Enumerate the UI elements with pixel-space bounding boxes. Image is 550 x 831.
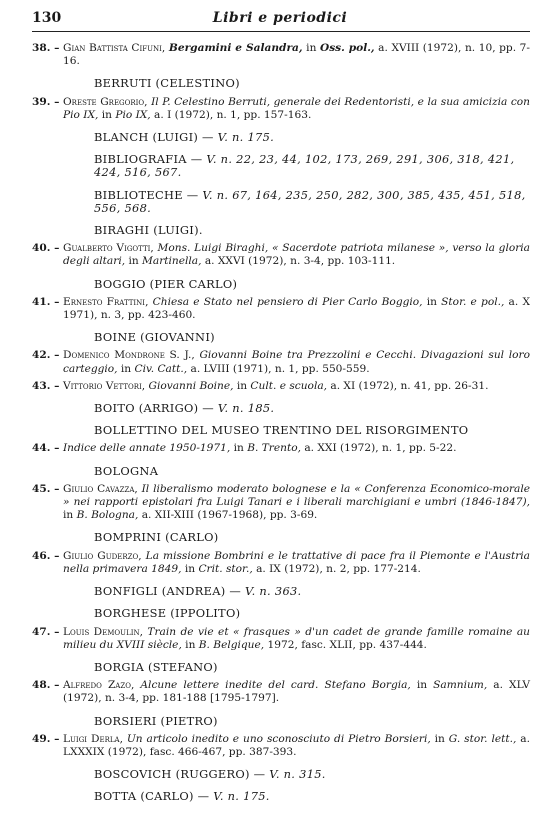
entry-number: 40. – <box>32 242 60 255</box>
entry-title: Bergamini e Salandra, <box>168 42 303 54</box>
entry-in: in <box>233 379 251 392</box>
entry-author: Alfredo Zazo, <box>63 679 135 692</box>
entry-in: in <box>181 562 199 575</box>
entry-44 <box>32 442 530 455</box>
entry-journal: Martinella, <box>142 255 202 268</box>
entry-author: Domenico Mondrone S. J., <box>63 349 195 362</box>
entry-journal: Cult. e scuola, <box>250 379 328 392</box>
entry-author: Luigi Derla, <box>63 732 123 745</box>
entry-43 <box>32 380 530 393</box>
entry-42 <box>32 349 530 375</box>
entry-author: Louis Demoulin, <box>63 625 143 638</box>
entry-author: Oreste Gregorio, <box>63 95 148 108</box>
heading-borgia: BORGIA (STEFANO) <box>94 659 218 674</box>
entry-in: in <box>430 732 449 745</box>
heading-boine: BOINE (GIOVANNI) <box>94 330 215 345</box>
heading-berruti: BERRUTI (CELESTINO) <box>94 76 240 91</box>
page-number: 130 <box>32 10 62 26</box>
entry-number: 44. – <box>32 442 60 455</box>
heading-name: BIBLIOGRAFIA — <box>94 152 207 167</box>
entry-details: a. I (1972), n. 1, pp. 157-163. <box>150 108 312 121</box>
entry-in: in <box>410 679 434 692</box>
entry-author: Gian Battista Cifuni, <box>63 42 166 54</box>
entry-46 <box>32 550 530 576</box>
entry-journal: B. Trento, <box>247 442 301 455</box>
entry-details: 1972, fasc. XLII, pp. 437-444. <box>264 638 427 651</box>
entry-47 <box>32 626 530 652</box>
entry-49 <box>32 733 530 759</box>
entry-title: Indice delle annate 1950-1971, <box>63 442 231 455</box>
entry-number: 39. – <box>32 95 60 108</box>
entry-in: in <box>230 442 248 455</box>
entry-in: in <box>98 108 116 121</box>
entry-title: Giovanni Boine, <box>148 379 234 392</box>
entry-number: 43. – <box>32 379 60 392</box>
entry-details: a. LVIII (1971), n. 1, pp. 550-559. <box>187 362 370 375</box>
entry-in: in <box>125 255 143 268</box>
entry-title: Train de vie et « frasques » d'un cadet de grande famille romaine au milieu du XVIII siècle, <box>63 625 530 651</box>
entry-journal: Crit. stor., <box>198 562 253 575</box>
entry-details: a. XXI (1972), n. 1, pp. 5-22. <box>300 442 457 455</box>
entry-title: Un articolo inedito e uno sconosciuto di Pietro Borsieri, <box>126 732 431 745</box>
heading-bollettino: BOLLETTINO DEL MUSEO TRENTINO DEL RISORGIMENTO <box>94 423 469 438</box>
entry-details: a. XI (1972), n. 41, pp. 26-31. <box>327 379 489 392</box>
heading-name: BLANCH (LUIGI) — <box>94 130 218 145</box>
entry-39 <box>32 96 530 122</box>
entry-in: in <box>302 42 320 54</box>
heading-boggio: BOGGIO (PIER CARLO) <box>94 276 238 291</box>
entry-number: 45. – <box>32 482 60 495</box>
entry-number: 48. – <box>32 679 60 692</box>
heading-crossref: V. n. 363. <box>245 584 302 599</box>
entry-number: 38. – <box>32 42 60 54</box>
heading-name: BONFIGLI (ANDREA) — <box>94 584 246 599</box>
entry-in: in <box>181 638 199 651</box>
heading-bibliografia <box>32 153 530 179</box>
heading-biblioteche <box>32 189 530 215</box>
heading-crossref: V. n. 67, 164, 235, 250, 282, 300, 385, 435, 451, 518, 556, 568. <box>94 187 526 215</box>
entry-title: Alcune lettere inedite del card. Stefano Borgia, <box>140 679 411 692</box>
heading-crossref: V. n. 22, 23, 44, 102, 173, 269, 291, 306, 318, 421, 424, 516, 567. <box>94 152 515 180</box>
entry-in: in <box>422 295 442 308</box>
entry-journal: B. Bologna, <box>76 509 139 522</box>
entry-author: Vittorio Vettori, <box>63 379 146 392</box>
heading-borsieri: BORSIERI (PIETRO) <box>94 713 218 728</box>
entry-in: in <box>117 362 135 375</box>
entry-details: a. X 1971), n. 3, pp. 423-460. <box>63 295 530 322</box>
entry-details: a. XLV (1972), n. 3-4, pp. 181-188 [1795-1797]. <box>63 679 531 705</box>
heading-blanch <box>32 131 530 144</box>
entry-48 <box>32 679 530 705</box>
entry-details: a. LXXXIX (1972), fasc. 466-467, pp. 387-393. <box>63 732 530 758</box>
running-title: Libri e periodici <box>212 10 348 26</box>
entry-journal: G. stor. lett., <box>448 732 517 745</box>
entry-journal: Pio IX, <box>115 108 151 121</box>
heading-crossref: V. n. 175. <box>213 789 270 804</box>
entry-author: Ernesto Frattini, <box>63 295 149 308</box>
heading-bonfigli <box>32 585 530 598</box>
entry-journal: Oss. pol., <box>319 42 375 54</box>
heading-boito <box>32 402 530 415</box>
heading-crossref: V. n. 175. <box>217 130 275 145</box>
entry-journal: B. Belgique, <box>198 638 265 651</box>
entry-title: Il liberalismo moderato bolognese e la « Conferenza Economico-morale » nei rapporti epistolari fra Luigi Tanari e i liberali marchigiani e umbri (1846-1847), <box>63 482 530 509</box>
entry-number: 41. – <box>32 295 60 308</box>
entry-40 <box>32 242 530 268</box>
entry-title: Giovanni Boine tra Prezzolini e Cecchi. Divagazioni sul loro carteggio, <box>63 349 530 375</box>
entry-number: 49. – <box>32 732 60 745</box>
entry-details: a. IX (1972), n. 2, pp. 177-214. <box>252 562 421 575</box>
entry-author: Giulio Cavazza, <box>63 482 138 495</box>
entry-in: in <box>63 509 77 522</box>
entry-details: a. XVIII (1972), n. 10, pp. 7-16. <box>63 42 530 68</box>
header-rule <box>32 31 530 32</box>
heading-crossref: V. n. 315. <box>269 767 326 782</box>
heading-crossref: V. n. 185. <box>217 401 275 416</box>
entry-journal: Samnium, <box>433 679 488 692</box>
entry-details: a. XII-XIII (1967-1968), pp. 3-69. <box>138 509 318 522</box>
bibliography-list <box>32 42 530 809</box>
entry-number: 46. – <box>32 549 60 562</box>
heading-botta <box>32 790 530 803</box>
heading-borghese: BORGHESE (IPPOLITO) <box>94 606 241 621</box>
page-header <box>32 8 528 30</box>
heading-name: BOTTA (CARLO) — <box>94 789 214 804</box>
entry-number: 42. – <box>32 349 60 362</box>
entry-title: La missione Bombrini e le trattative di pace fra il Piemonte e l'Austria nella primavera 1849, <box>63 549 531 575</box>
entry-title: Il P. Celestino Berruti, generale dei Redentoristi, e la sua amicizia con Pio IX, <box>63 95 530 121</box>
heading-bomprini: BOMPRINI (CARLO) <box>94 530 219 545</box>
heading-bologna: BOLOGNA <box>94 463 159 478</box>
entry-title: Chiesa e Stato nel pensiero di Pier Carlo Boggio, <box>152 295 423 308</box>
heading-boscovich <box>32 768 530 781</box>
entry-author: Gualberto Vigotti, <box>63 242 154 255</box>
entry-number: 47. – <box>32 625 60 638</box>
entry-45 <box>32 483 530 523</box>
entry-author: Giulio Guderzo, <box>63 549 142 562</box>
heading-name: BOSCOVICH (RUGGERO) — <box>94 767 270 782</box>
heading-name: BIBLIOTECHE — <box>94 187 203 202</box>
entry-details: a. XXVI (1972), n. 3-4, pp. 103-111. <box>201 255 396 268</box>
entry-38 <box>32 42 530 68</box>
entry-journal: Civ. Catt., <box>134 362 188 375</box>
heading-name: BOITO (ARRIGO) — <box>94 401 218 416</box>
entry-journal: Stor. e pol., <box>441 295 505 308</box>
heading-biraghi: BIRAGHI (LUIGI). <box>94 223 203 238</box>
entry-title: Mons. Luigi Biraghi, « Sacerdote patriota milanese », verso la gloria degli altari, <box>63 242 530 268</box>
entry-41 <box>32 296 530 322</box>
